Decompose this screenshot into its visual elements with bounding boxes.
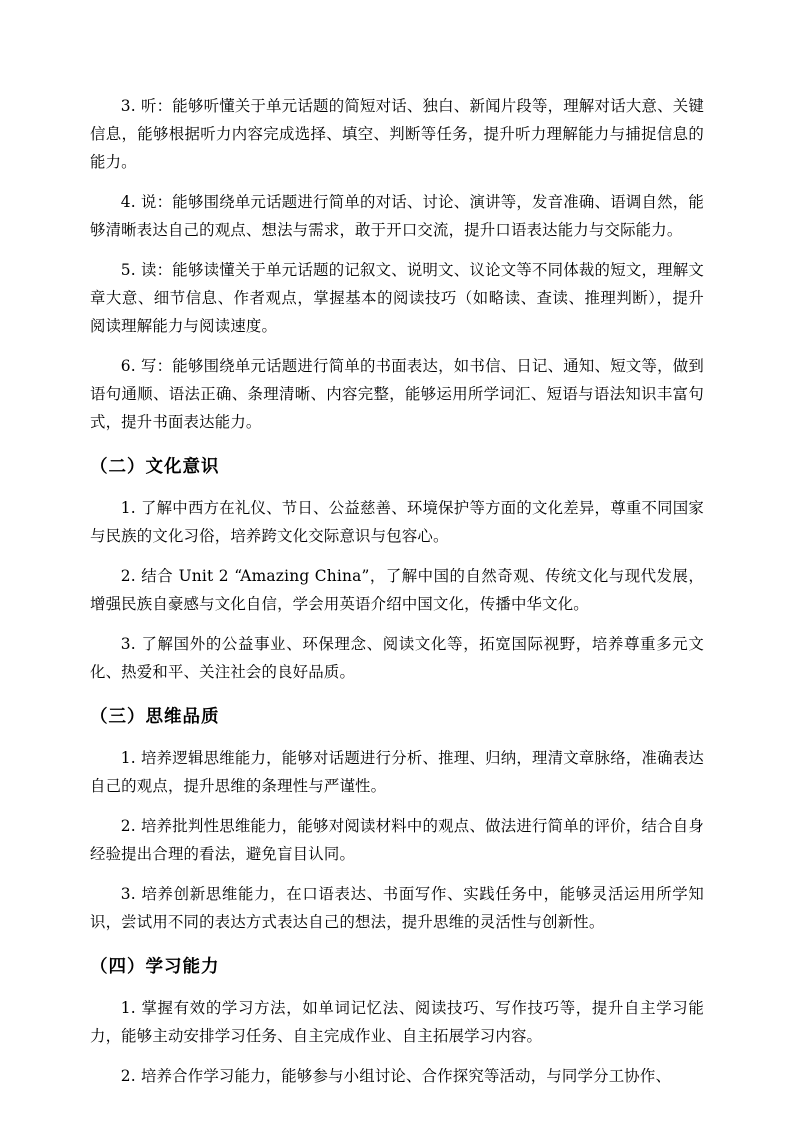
paragraph-speaking: 4. 说：能够围绕单元话题进行简单的对话、讨论、演讲等，发音准确、语调自然，能够清晰表达自己的观点、想法与需求，敢于开口交流，提升口语表达能力与交际能力。 xyxy=(90,193,704,239)
paragraph-learning-1: 1. 掌握有效的学习方法，如单词记忆法、阅读技巧、写作技巧等，提升自主学习能力，能够主动安排学习任务、自主完成作业、自主拓展学习内容。 xyxy=(90,999,704,1045)
paragraph-learning-2: 2. 培养合作学习能力，能够参与小组讨论、合作探究等活动，与同学分工协作、 xyxy=(120,1067,672,1085)
paragraph-thinking-1: 1. 培养逻辑思维能力，能够对话题进行分析、推理、归纳，理清文章脉络，准确表达自己的观点，提升思维的条理性与严谨性。 xyxy=(90,749,704,795)
section-heading-thinking-quality: （三）思维品质 xyxy=(90,707,220,727)
paragraph-reading: 5. 读：能够读懂关于单元话题的记叙文、说明文、议论文等不同体裁的短文，理解文章大意、细节信息、作者观点，掌握基本的阅读技巧（如略读、查读、推理判断），提升阅读理解能力与阅读速度。 xyxy=(90,261,704,335)
paragraph-thinking-2: 2. 培养批判性思维能力，能够对阅读材料中的观点、做法进行简单的评价，结合自身经验提出合理的看法，避免盲目认同。 xyxy=(90,817,704,863)
section-heading-learning-ability: （四）学习能力 xyxy=(90,957,220,977)
section-heading-cultural-awareness: （二）文化意识 xyxy=(90,457,220,477)
paragraph-writing: 6. 写：能够围绕单元话题进行简单的书面表达，如书信、日记、通知、短文等，做到语句通顺、语法正确、条理清晰、内容完整，能够运用所学词汇、短语与语法知识丰富句式，提升书面表达能力。 xyxy=(90,357,704,431)
paragraph-thinking-3: 3. 培养创新思维能力，在口语表达、书面写作、实践任务中，能够灵活运用所学知识，尝试用不同的表达方式表达自己的想法，提升思维的灵活性与创新性。 xyxy=(90,885,704,931)
paragraph-culture-3: 3. 了解国外的公益事业、环保理念、阅读文化等，拓宽国际视野，培养尊重多元文化、热爱和平、关注社会的良好品质。 xyxy=(90,635,704,681)
paragraph-culture-1: 1. 了解中西方在礼仪、节日、公益慈善、环境保护等方面的文化差异，尊重不同国家与民族的文化习俗，培养跨文化交际意识与包容心。 xyxy=(90,499,704,545)
paragraph-listening: 3. 听：能够听懂关于单元话题的简短对话、独白、新闻片段等，理解对话大意、关键信息，能够根据听力内容完成选择、填空、判断等任务，提升听力理解能力与捕捉信息的能力。 xyxy=(90,97,704,171)
paragraph-culture-2: 2. 结合 Unit 2 “Amazing China”，了解中国的自然奇观、传统文化与现代发展，增强民族自豪感与文化自信，学会用英语介绍中国文化，传播中华文化。 xyxy=(90,567,704,613)
